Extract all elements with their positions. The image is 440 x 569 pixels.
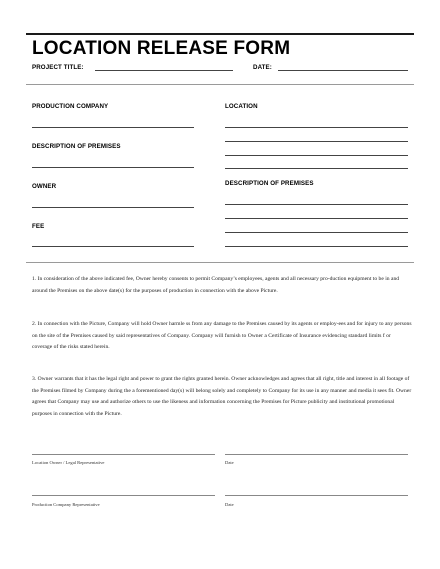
right-description-line-4[interactable] <box>225 246 408 247</box>
clause-3: 3. Owner warrants that it has the legal right and power to grant the rights granted herein. Owner acknowledges and agrees that all right, title and interest in all footage of the Premises filmed by Company during the a forementioned day(s) will belong solely and completely to Company for its use in any manner and media it sees fit. Owner agrees that Company may use and authorize others to use the likeness and information concerning the Premises for Picture publicity and institutional promotional purposes in connection with the Picture. <box>32 376 412 417</box>
location-field-line-1[interactable] <box>225 127 408 128</box>
description-premises-field[interactable] <box>32 167 194 168</box>
description-premises-label: DESCRIPTION OF PREMISES <box>32 143 121 150</box>
project-title-label: PROJECT TITLE: <box>32 64 84 71</box>
top-rule <box>26 33 414 35</box>
right-description-label: DESCRIPTION OF PREMISES <box>225 180 314 187</box>
location-field-line-3[interactable] <box>225 155 408 156</box>
owner-date-label: Date <box>225 460 234 465</box>
owner-field[interactable] <box>32 207 194 208</box>
date-label: DATE: <box>253 64 272 71</box>
production-company-field[interactable] <box>32 127 194 128</box>
company-signature-label: Production Company Representative <box>32 502 100 507</box>
fee-field[interactable] <box>32 246 194 247</box>
company-signature-line[interactable] <box>32 495 215 496</box>
company-date-label: Date <box>225 502 234 507</box>
location-label: LOCATION <box>225 103 258 110</box>
right-description-line-1[interactable] <box>225 204 408 205</box>
owner-label: OWNER <box>32 183 57 190</box>
clause-2: 2. In connection with the Picture, Company will hold Owner harmle ss from any damage to the Premises caused by its agents or employ-ees and for injury to any persons on the site of the Premises caused by said representatives of Company. Company will furnish to Owner a Certificate of Insurance evidencing standard limits f or coverage of the risks stated herein. <box>32 321 412 350</box>
fee-label: FEE <box>32 223 45 230</box>
date-field[interactable] <box>278 70 408 71</box>
clause-1: 1. In consideration of the above indicated fee, Owner hereby consents to permit Company’s employees, agents and all necessary pro-duction equipment to be in and around the Premises on the above date(s) for the purposes of production in connection with the above Picture. <box>32 276 400 294</box>
production-company-label: PRODUCTION COMPANY <box>32 103 109 110</box>
section-divider <box>26 262 414 263</box>
header-divider <box>26 84 414 85</box>
owner-date-line[interactable] <box>225 454 408 455</box>
location-field-line-2[interactable] <box>225 141 408 142</box>
project-title-field[interactable] <box>95 70 233 71</box>
owner-signature-label: Location Owner / Legal Representative <box>32 460 105 465</box>
right-description-line-3[interactable] <box>225 232 408 233</box>
owner-signature-line[interactable] <box>32 454 215 455</box>
company-date-line[interactable] <box>225 495 408 496</box>
right-description-line-2[interactable] <box>225 218 408 219</box>
form-title: LOCATION RELEASE FORM <box>32 38 291 59</box>
location-field-line-4[interactable] <box>225 168 408 169</box>
